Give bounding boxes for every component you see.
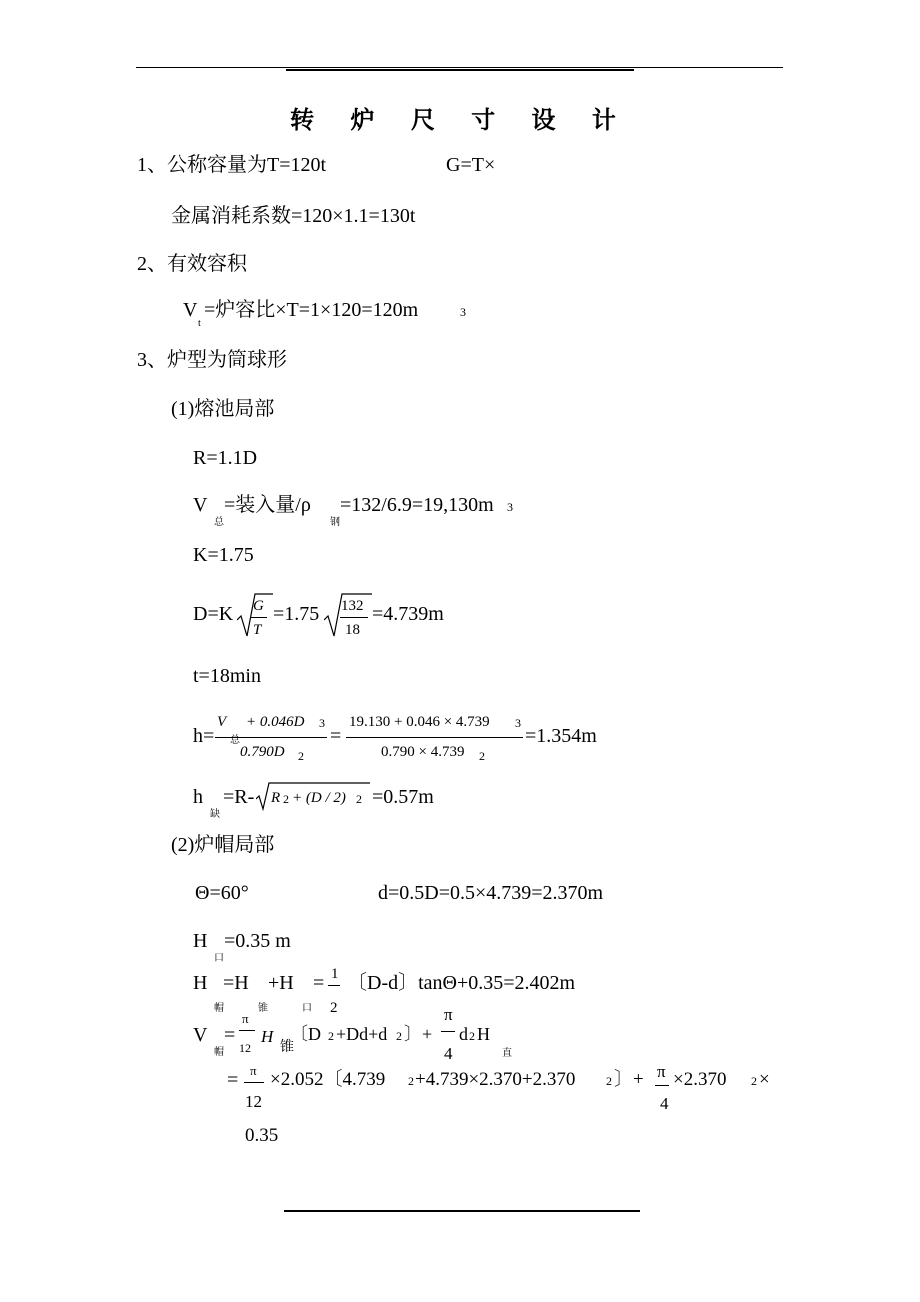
- cont-exponent-2: 2: [606, 1074, 612, 1088]
- v-cap-pi-2: π: [444, 1005, 453, 1024]
- h-mouth-subscript-2: 口: [302, 1003, 312, 1014]
- k-equation: K=1.75: [193, 544, 254, 566]
- d-fraction-bar-2: [340, 617, 368, 618]
- cont-pi: π: [250, 1063, 257, 1078]
- cont-exponent-3: 2: [751, 1074, 757, 1088]
- h-result: =1.354m: [525, 725, 597, 747]
- h-mouth-symbol: H: [193, 930, 208, 952]
- cont-rest-2: +4.739×2.370+2.370: [415, 1069, 576, 1090]
- h-cap-symbol: H: [193, 972, 208, 994]
- v-cap-d: d: [459, 1024, 468, 1044]
- r-equation: R=1.1D: [193, 447, 258, 469]
- h-mouth-subscript: 口: [214, 953, 224, 964]
- v-cap-twelve: 12: [239, 1041, 251, 1055]
- v-cap-fraction-bar-2: [441, 1031, 455, 1032]
- h-fraction-bar-1: [215, 737, 327, 738]
- volume-symbol: V: [183, 299, 198, 321]
- v-total-symbol: V: [193, 494, 208, 516]
- v-cap-four: 4: [444, 1044, 453, 1063]
- h-denominator-exponent: 2: [298, 749, 304, 763]
- d-numerator-g: G: [253, 598, 264, 614]
- v-cap-H-subscript: 直: [502, 1048, 512, 1059]
- h-missing-equals: =R-: [223, 786, 255, 808]
- half-fraction-bar: [328, 985, 340, 986]
- section-1-label: 1、公称容量为T=120t: [137, 154, 327, 176]
- part-1-label: (1)熔池局部: [171, 398, 275, 420]
- h-denominator-2: 0.790 × 4.739: [381, 744, 465, 760]
- volume-subscript: t: [198, 318, 201, 329]
- v-cap-H: H: [477, 1024, 490, 1044]
- d-denominator-18: 18: [345, 622, 360, 638]
- steel-subscript: 钢: [330, 517, 340, 528]
- cont-fraction-bar-1: [244, 1082, 264, 1083]
- h-fraction-bar-2: [346, 737, 523, 738]
- theta-equation: Θ=60°: [195, 882, 249, 904]
- cont-equals: =: [227, 1069, 239, 1091]
- t-equation: t=18min: [193, 665, 261, 687]
- volume-equation: =炉容比×T=1×120=120m: [204, 299, 419, 321]
- h-numerator-2: 19.130 + 0.046 × 4.739: [349, 714, 490, 730]
- cont-pi-2: π: [657, 1062, 666, 1081]
- h-cap-subscript: 帽: [214, 1003, 224, 1014]
- cont-rest-4: ×2.370: [673, 1069, 727, 1090]
- section-2-label: 2、有效容积: [137, 253, 247, 275]
- d-result: =4.739m: [372, 603, 444, 625]
- cont-rest: ×2.052〔4.739: [270, 1069, 386, 1090]
- v-total-result: =132/6.9=19,130m: [340, 494, 494, 516]
- radicand-r: R: [271, 790, 281, 806]
- h-missing-subscript: 缺: [210, 809, 220, 820]
- d-numerator-132: 132: [341, 598, 364, 614]
- v-cap-h-subscript: 锥: [280, 1040, 294, 1055]
- h-prefix: h=: [193, 725, 215, 747]
- v-cap-bracket-2-exponent: 2: [396, 1029, 402, 1043]
- cont-exponent-1: 2: [408, 1074, 414, 1088]
- radicand-r-exponent: 2: [283, 792, 289, 806]
- h-cap-equals: =H: [223, 972, 249, 994]
- cont-rest-5: ×: [759, 1069, 770, 1090]
- h-cap-rest: 〔D-d〕tanΘ+0.35=2.402m: [347, 972, 576, 994]
- d-middle: =1.75: [273, 603, 320, 625]
- v-cap-equals: =: [224, 1024, 236, 1046]
- v-cap-symbol: V: [193, 1024, 208, 1046]
- v-cap-pi: π: [242, 1011, 249, 1026]
- half-denominator: 2: [330, 1000, 338, 1016]
- radicand-rest: + (D / 2): [292, 790, 346, 806]
- h-missing-result: =0.57m: [372, 786, 434, 808]
- v-cap-bracket-3: 〕+: [404, 1024, 433, 1044]
- v-cap-bracket-exponent: 2: [328, 1029, 334, 1043]
- cont-four: 4: [660, 1094, 669, 1113]
- section-1-tail: G=T×: [446, 154, 496, 176]
- page-title: 转 炉 尺 寸 设 计: [290, 106, 630, 134]
- h-cap-equals-2: =: [313, 972, 325, 994]
- cont-twelve: 12: [245, 1092, 262, 1111]
- v-cap-bracket-2: +Dd+d: [336, 1024, 388, 1044]
- header-subrule: [286, 69, 634, 71]
- v-cap-h: H: [261, 1027, 274, 1046]
- h-missing-symbol: h: [193, 786, 203, 808]
- v-cap-fraction-bar-1: [239, 1030, 255, 1031]
- h-mouth-equation: =0.35 m: [224, 930, 291, 952]
- header-rule: [136, 67, 783, 68]
- d-fraction-bar-1: [251, 617, 267, 618]
- d-denominator-t: T: [253, 622, 262, 638]
- v-total-subscript: 总: [214, 517, 224, 528]
- h-cone-subscript: 锥: [258, 1003, 268, 1014]
- h-numerator-exponent: 3: [319, 716, 325, 730]
- v-total-equation: =装入量/ρ: [224, 494, 311, 516]
- section-1-continuation: 金属消耗系数=120×1.1=130t: [171, 205, 416, 227]
- section-3-label: 3、炉型为筒球形: [137, 349, 287, 371]
- h-cap-plus: +H: [268, 972, 294, 994]
- h-denominator-2-exponent: 2: [479, 749, 485, 763]
- v-cap-subscript: 帽: [214, 1047, 224, 1058]
- v-cap-d-exponent: 2: [469, 1029, 475, 1043]
- radicand-rest-exponent: 2: [356, 792, 362, 806]
- h-numerator-subscript: 总: [230, 735, 240, 746]
- h-denominator: 0.790D: [240, 744, 285, 760]
- v-cap-bracket: 〔D: [290, 1024, 321, 1044]
- h-numerator-v: V: [217, 714, 227, 730]
- volume-unit-exponent: 3: [460, 305, 466, 319]
- cont-rest-3: 〕+: [614, 1069, 644, 1090]
- cont-fraction-bar-2: [655, 1085, 669, 1086]
- footer-rule: [284, 1210, 640, 1212]
- v-total-exponent: 3: [507, 500, 513, 514]
- h-numerator-rest: + 0.046D: [246, 714, 305, 730]
- half-numerator: 1: [331, 966, 339, 982]
- cont-last: 0.35: [245, 1125, 279, 1146]
- h-numerator-2-exponent: 3: [515, 716, 521, 730]
- h-equals: =: [330, 725, 342, 747]
- d-small-equation: d=0.5D=0.5×4.739=2.370m: [378, 882, 604, 904]
- part-2-label: (2)炉帽局部: [171, 834, 275, 856]
- d-prefix: D=K: [193, 603, 234, 625]
